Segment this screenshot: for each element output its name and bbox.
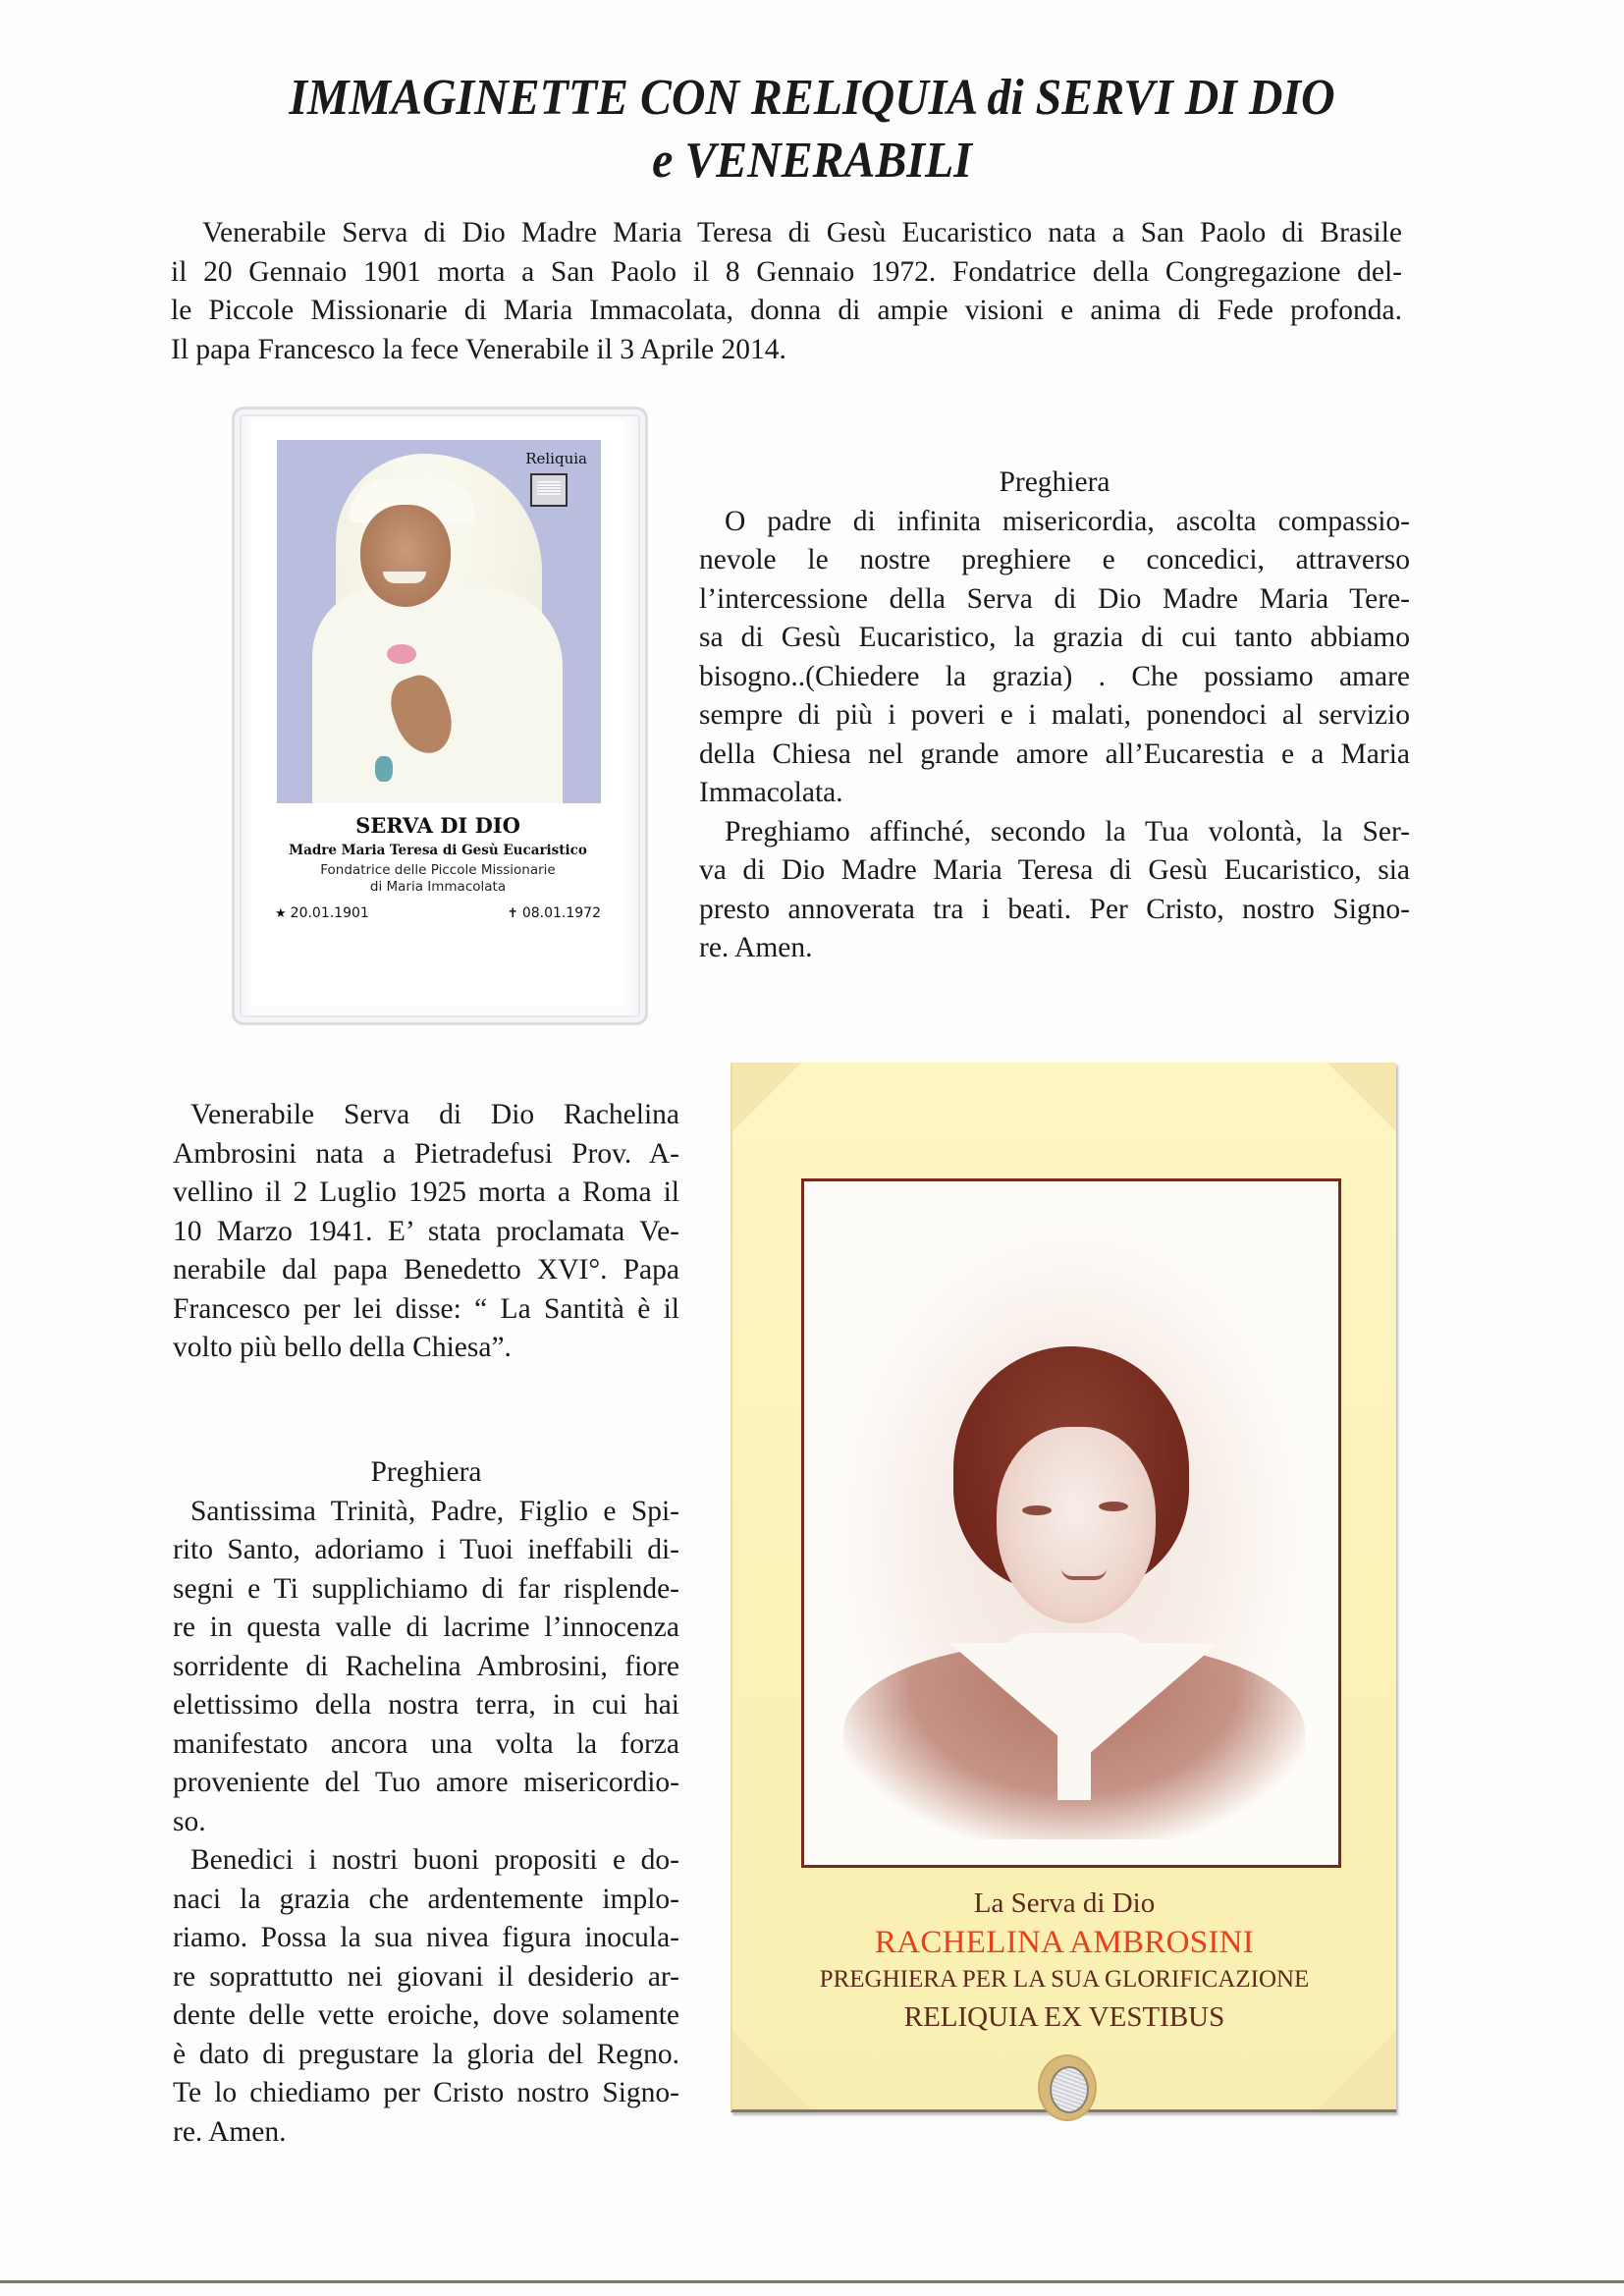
text-line: vellino il 2 Luglio 1925 morta a Roma il bbox=[173, 1176, 679, 1208]
photo-corner bbox=[732, 2031, 811, 2109]
text-line: sorridente di Rachelina Ambrosini, fiore bbox=[173, 1650, 679, 1682]
text-line: rito Santo, adoriamo i Tuoi ineffabili di- bbox=[173, 1534, 679, 1565]
photo-corner bbox=[732, 1063, 801, 1131]
card1-role bbox=[251, 862, 624, 896]
text-line: Venerabile Serva di Dio Madre Maria Teresa di Gesù Eucaristico nata a San Paolo di Brasile bbox=[202, 217, 1402, 248]
prayer-1-heading: Preghiera bbox=[999, 466, 1110, 498]
text-line: naci la grazia che ardentemente implo- bbox=[173, 1883, 679, 1915]
mouth-shape bbox=[1061, 1568, 1107, 1580]
text-line: dente delle vette eroiche, dove solamente bbox=[173, 1999, 679, 2031]
card1-dates bbox=[275, 905, 601, 921]
death-date bbox=[508, 905, 601, 921]
text-line: Te lo chiediamo per Cristo nostro Signo- bbox=[173, 2077, 679, 2108]
relic-medallion-icon bbox=[1038, 2054, 1097, 2121]
intro-paragraph-2 bbox=[173, 1096, 679, 1368]
birth-date-value: 20.01.1901 bbox=[290, 905, 369, 921]
text-line: 10 Marzo 1941. E’ stata proclamata Ve- bbox=[173, 1215, 679, 1247]
intro-paragraph-1 bbox=[171, 214, 1402, 369]
nun-portrait-image bbox=[277, 440, 601, 803]
text-line: è dato di pregustare la gloria del Regno. bbox=[173, 2038, 679, 2070]
text-line: so. bbox=[173, 1805, 206, 1837]
holy-card-rachelina bbox=[731, 1063, 1396, 2112]
sepia-portrait-image bbox=[801, 1178, 1341, 1868]
text-line: va di Dio Madre Maria Teresa di Gesù Eucaristico, sia bbox=[699, 854, 1410, 886]
text-line: presto annoverata tra i beati. Per Cristo, nostro Signo- bbox=[699, 893, 1410, 925]
text-line: Ambrosini nata a Pietradefusi Prov. A- bbox=[173, 1137, 679, 1170]
text-line: sa di Gesù Eucaristico, la grazia di cui tanto abbiamo bbox=[699, 622, 1410, 653]
cross-icon: ✝ bbox=[507, 906, 518, 921]
text-line: re in questa valle di lacrime l’innocenza bbox=[173, 1612, 679, 1643]
text-line: bisogno..(Chiedere la grazia) . Che possiamo amare bbox=[699, 660, 1410, 692]
death-date-value: 08.01.1972 bbox=[521, 905, 601, 921]
title-line-1: IMMAGINETTE CON RELIQUIA di SERVI DI DIO bbox=[289, 70, 1335, 126]
text-line: Venerabile Serva di Dio Rachelina bbox=[190, 1099, 679, 1130]
text-line: le Piccole Missionarie di Maria Immacolata, donna di ampie visioni e anima di Fede profonda. bbox=[171, 295, 1402, 326]
card1-title: SERVA DI DIO bbox=[355, 813, 520, 838]
eye-shape bbox=[1099, 1502, 1128, 1511]
text-line: l’intercessione della Serva di Dio Madre Maria Tere- bbox=[699, 582, 1410, 615]
card1-role-line-1: Fondatrice delle Piccole Missionarie bbox=[320, 862, 556, 878]
prayer-2-heading: Preghiera bbox=[370, 1456, 482, 1488]
text-line: nerabile dal papa Benedetto XVI°. Papa bbox=[173, 1254, 679, 1285]
text-line: il 20 Gennaio 1901 morta a San Paolo il 8 Gennaio 1972. Fondatrice della Congregazione del- bbox=[171, 255, 1402, 288]
text-line: O padre di infinita misericordia, ascolta compassio- bbox=[725, 505, 1410, 537]
photo-corner bbox=[1327, 1063, 1396, 1131]
card1-name: Madre Maria Teresa di Gesù Eucaristico bbox=[289, 843, 587, 858]
eye-shape bbox=[1022, 1505, 1052, 1515]
bow-tie-shape bbox=[1057, 1692, 1091, 1800]
text-line: Benedici i nostri buoni propositi e do- bbox=[190, 1844, 679, 1876]
text-line: segni e Ti supplichiamo di far risplende- bbox=[173, 1572, 679, 1605]
birth-date bbox=[275, 905, 369, 921]
prayer-2 bbox=[173, 1453, 679, 2152]
text-line: nevole le nostre preghiere e concedici, attraverso bbox=[699, 544, 1410, 575]
card2-prayer-title: PREGHIERA PER LA SUA GLORIFICAZIONE bbox=[819, 1966, 1310, 1993]
photo-corner bbox=[1318, 2031, 1396, 2109]
text-line: elettissimo della nostra terra, in cui hai bbox=[173, 1689, 679, 1721]
relic-label: Reliquia bbox=[525, 450, 587, 467]
text-line: Il papa Francesco la fece Venerabile il 3 Aprile 2014. bbox=[171, 333, 786, 365]
pendant-icon bbox=[375, 756, 393, 782]
text-line: riamo. Possa la sua nivea figura inocula- bbox=[173, 1922, 679, 1953]
face-shape bbox=[360, 505, 451, 607]
text-line: sempre di più i poveri e i malati, ponendoci al servizio bbox=[699, 699, 1410, 731]
text-line: Preghiamo affinché, secondo la Tua volontà, la Ser- bbox=[725, 815, 1410, 847]
page-title bbox=[65, 67, 1559, 192]
prayer-1 bbox=[699, 464, 1410, 968]
star-icon: ★ bbox=[275, 906, 287, 921]
text-line: della Chiesa nel grande amore all’Eucarestia e a Maria bbox=[699, 738, 1410, 770]
collar-shape bbox=[1081, 1643, 1218, 1761]
text-line: manifestato ancora una volta la forza bbox=[173, 1727, 679, 1760]
text-line: Francesco per lei disse: “ La Santità è il bbox=[173, 1292, 679, 1325]
title-line-2: e VENERABILI bbox=[652, 133, 972, 189]
face-shape bbox=[997, 1427, 1156, 1623]
card1-role-line-2: di Maria Immacolata bbox=[369, 879, 507, 895]
card2-subtitle: La Serva di Dio bbox=[973, 1887, 1156, 1919]
text-line: proveniente del Tuo amore misericordio- bbox=[173, 1767, 679, 1798]
text-line: re. Amen. bbox=[173, 2115, 287, 2148]
text-line: Immacolata. bbox=[699, 777, 843, 808]
relic-window-icon bbox=[530, 473, 568, 507]
page-edge-divider bbox=[0, 2280, 1624, 2283]
holy-card-maria-teresa bbox=[251, 420, 624, 1006]
flower-icon bbox=[387, 644, 416, 664]
text-line: Santissima Trinità, Padre, Figlio e Spi- bbox=[190, 1495, 679, 1527]
text-line: re. Amen. bbox=[699, 932, 813, 963]
text-line: volto più bello della Chiesa”. bbox=[173, 1332, 512, 1363]
text-line: re soprattutto nei giovani il desiderio ar- bbox=[173, 1960, 679, 1993]
card2-name: RACHELINA AMBROSINI bbox=[874, 1925, 1255, 1960]
card2-relic-label: RELIQUIA EX VESTIBUS bbox=[903, 2001, 1225, 2033]
smile-shape bbox=[383, 572, 426, 583]
